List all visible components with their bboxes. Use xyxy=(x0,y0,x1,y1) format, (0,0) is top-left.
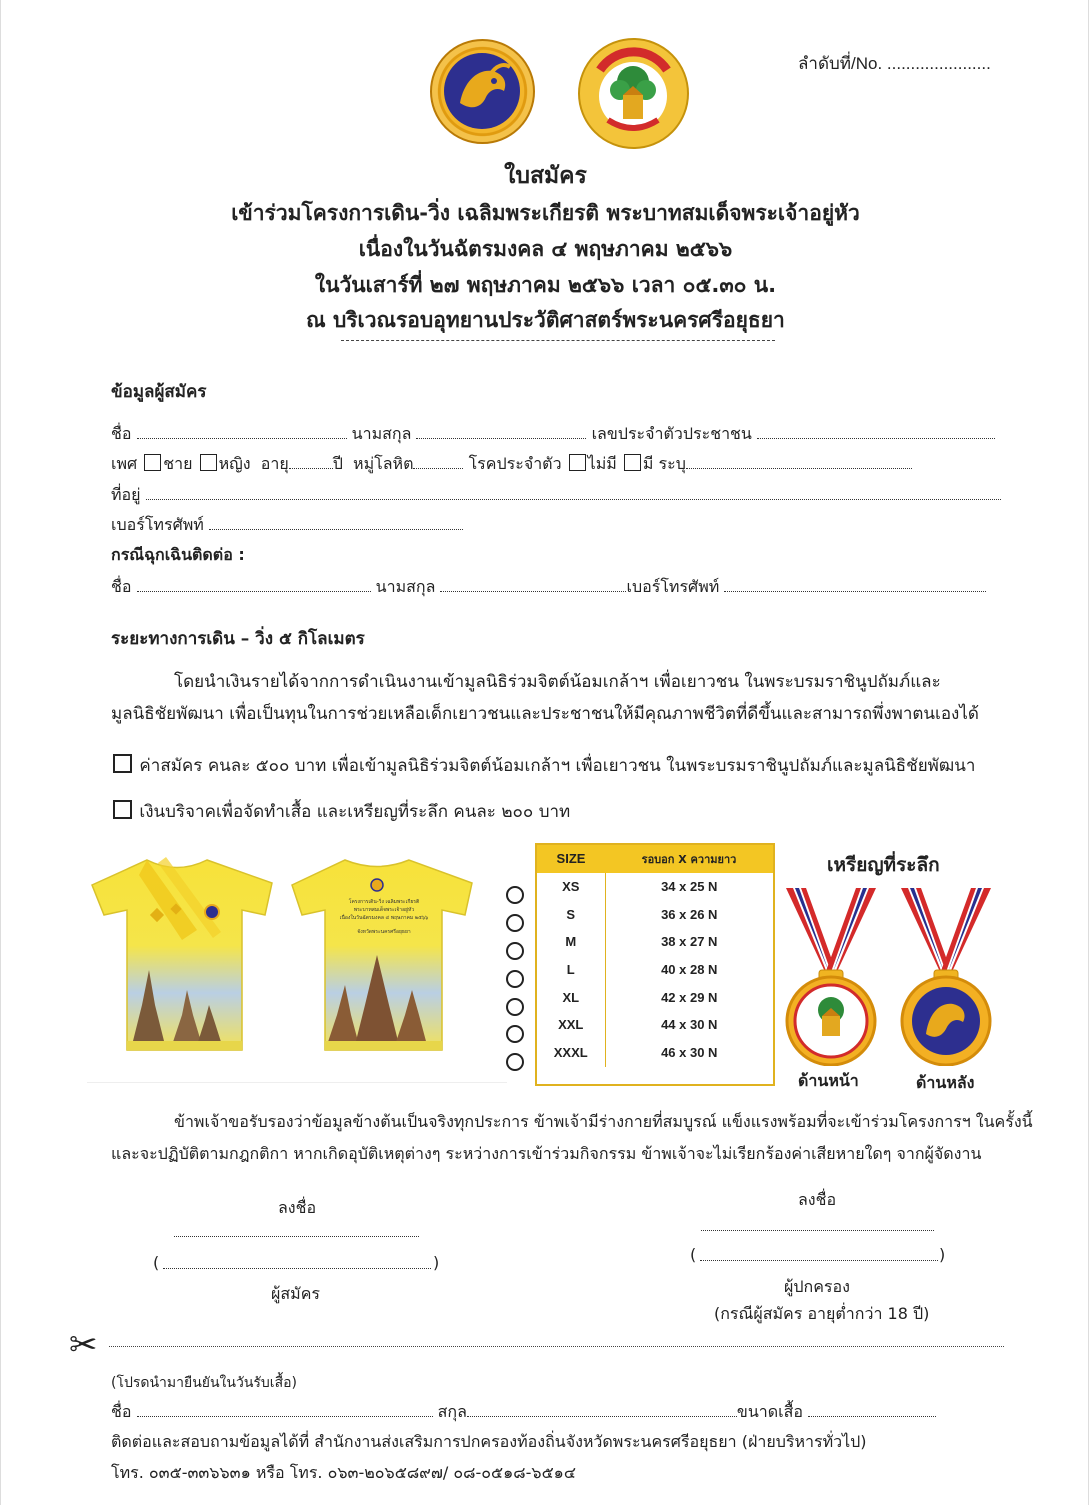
emergency-heading: กรณีฉุกเฉินติดต่อ : xyxy=(111,545,245,564)
id-number-field[interactable] xyxy=(757,425,995,439)
declaration-line2: และจะปฏิบัติตามกฎกติกา หากเกิดอุบัติเหตุต่างๆ ระหว่างการเข้าร่วมกิจกรรม ข้าพเจ้าจะไม่เรียกร้องค่าเสียหายใดๆ จากผู้จัดงาน xyxy=(111,1144,982,1163)
guardian-role-label: ผู้ปกครอง xyxy=(784,1277,850,1296)
stub-name-row xyxy=(111,1400,936,1425)
size-col-header: SIZE xyxy=(556,851,586,867)
medal-front-label: ด้านหน้า xyxy=(798,1071,859,1090)
medal-back-label: ด้านหลัง xyxy=(916,1073,975,1092)
applicant-sign-label: ลงชื่อ xyxy=(278,1198,317,1217)
medal-images xyxy=(781,886,996,1066)
name-label: ชื่อ xyxy=(111,424,132,443)
size-cell: S xyxy=(537,900,605,928)
contact-phones: โทร. ๐๓๕-๓๓๖๖๓๑ หรือ โทร. ๐๖๓-๒๐๖๕๘๙๗/ ๐๘-๐๕๑๘-๖๕๑๔ xyxy=(111,1463,576,1482)
applicant-printed-name-line[interactable] xyxy=(163,1268,431,1269)
emergency-name-field[interactable] xyxy=(137,578,371,592)
title-divider xyxy=(341,340,775,341)
applicant-heading: ข้อมูลผู้สมัคร xyxy=(111,382,207,402)
has-disease-label: มี ระบุ xyxy=(642,454,686,473)
declaration-line1: ข้าพเจ้าขอรับรองว่าข้อมูลข้างต้นเป็นจริงทุกประการ ข้าพเจ้ามีร่างกายที่สมบูรณ์ แข็งแรงพร้อมที่จะเข้าร่วมโครงการฯ ในครั้งนี้ xyxy=(174,1112,1033,1131)
serial-number-label: ลำดับที่/No. ...................... xyxy=(798,54,991,73)
donation-option-label: เงินบริจาคเพื่อจัดทำเสื้อ และเหรียญที่ระลึก คนละ ๒๐๐ บาท xyxy=(139,802,571,822)
date-time-line: ในวันเสาร์ที่ ๒๗ พฤษภาคม ๒๕๖๖ เวลา ๐๕.๓๐ น. xyxy=(314,273,777,297)
fee-option xyxy=(111,751,975,781)
scissors-icon: ✂ xyxy=(69,1325,98,1365)
phone-row xyxy=(111,513,463,538)
size-xs-radio[interactable] xyxy=(506,886,524,904)
no-disease-checkbox[interactable] xyxy=(569,454,586,471)
size-l-radio[interactable] xyxy=(506,970,524,988)
no-disease-label: ไม่มี xyxy=(587,454,617,473)
local-admin-seal-logo xyxy=(578,38,689,149)
dimension-cell: 44 x 30 N xyxy=(661,1017,718,1033)
table-row xyxy=(537,1039,773,1067)
shirt-text-1: โครงการเดิน-วิ่ง เฉลิมพระเกียรติ xyxy=(348,899,420,905)
guardian-open-paren: ( xyxy=(690,1245,697,1264)
fee-option-label: ค่าสมัคร คนละ ๕๐๐ บาท เพื่อเข้ามูลนิธิร่วมจิตต์น้อมเกล้าฯ เพื่อเยาวชน ในพระบรมราชินูปถัมภ์และมูลนิธิชัยพัฒนา xyxy=(139,756,976,776)
years-label: ปี xyxy=(332,454,343,473)
dimension-cell: 42 x 29 N xyxy=(661,989,718,1005)
size-cell: L xyxy=(537,956,605,984)
stub-surname-label: สกุล xyxy=(437,1402,467,1421)
size-xxxl-radio[interactable] xyxy=(506,1053,524,1071)
disease-label: โรคประจำตัว xyxy=(468,454,562,473)
stub-name-label: ชื่อ xyxy=(111,1402,132,1421)
blood-type-field[interactable] xyxy=(413,455,463,469)
address-label: ที่อยู่ xyxy=(111,485,141,504)
guardian-printed-name-line[interactable] xyxy=(700,1260,938,1261)
id-number-label: เลขประจำตัวประชาชน xyxy=(591,424,752,443)
name-row xyxy=(111,422,1006,447)
surname-label: นามสกุล xyxy=(351,424,412,443)
medal-illustration xyxy=(781,886,996,1066)
emergency-surname-field[interactable] xyxy=(440,578,626,592)
project-title: เข้าร่วมโครงการเดิน-วิ่ง เฉลิมพระเกียรติ พระบาทสมเด็จพระเจ้าอยู่หัว xyxy=(231,201,860,225)
emergency-row xyxy=(111,575,986,600)
size-cell: XS xyxy=(537,873,605,901)
emergency-phone-label: เบอร์โทรศัพท์ xyxy=(626,577,720,596)
size-table-header xyxy=(537,845,773,873)
stub-size-label: ขนาดเสื้อ xyxy=(736,1402,804,1421)
name-field[interactable] xyxy=(137,425,347,439)
male-checkbox[interactable] xyxy=(144,454,161,471)
guardian-sign-label: ลงชื่อ xyxy=(798,1190,837,1209)
table-row xyxy=(537,928,773,956)
purpose-paragraph-line1: โดยนำเงินรายได้จากการดำเนินงานเข้ามูลนิธิร่วมจิตต์น้อมเกล้าฯ เพื่อเยาวชน ในพระบรมราชินูปถัมภ์และ xyxy=(174,672,941,692)
applicant-close-paren: ) xyxy=(433,1253,440,1272)
emergency-surname-label: นามสกุล xyxy=(375,577,436,596)
stub-size-field[interactable] xyxy=(808,1403,936,1417)
size-xl-radio[interactable] xyxy=(506,998,524,1016)
address-row xyxy=(111,483,1001,508)
table-row xyxy=(537,873,773,901)
blood-type-label: หมู่โลหิต xyxy=(353,454,414,473)
size-cell: XL xyxy=(537,983,605,1011)
shirt-text-4: จังหวัดพระนครศรีอยุธยา xyxy=(357,929,411,935)
has-disease-checkbox[interactable] xyxy=(624,454,641,471)
dimension-col-header: รอบอก X ความยาว xyxy=(641,852,737,866)
size-table-frame xyxy=(535,843,775,1086)
province-seal-logo xyxy=(430,39,535,144)
applicant-signature-line[interactable] xyxy=(174,1236,419,1237)
distance-heading: ระยะทางการเดิน – วิ่ง ๕ กิโลเมตร xyxy=(111,629,365,649)
emergency-name-label: ชื่อ xyxy=(111,577,132,596)
shirt-images xyxy=(87,855,507,1083)
female-checkbox[interactable] xyxy=(200,454,217,471)
male-label: ชาย xyxy=(163,454,193,473)
purpose-paragraph-line2: มูลนิธิชัยพัฒนา เพื่อเป็นทุนในการช่วยเหลือเด็กเยาวชนและประชาชนให้มีคุณภาพชีวิตที่ดีขึ้นและสามารถพึ่งพาตนเองได้ xyxy=(111,704,979,724)
dimension-cell: 40 x 28 N xyxy=(661,962,718,978)
dimension-cell: 36 x 26 N xyxy=(661,906,718,922)
donation-checkbox[interactable] xyxy=(113,800,132,819)
sex-label: เพศ xyxy=(111,454,138,473)
stub-surname-field[interactable] xyxy=(467,1403,737,1417)
size-cell: XXXL xyxy=(537,1039,605,1067)
dimension-cell: 38 x 27 N xyxy=(661,934,718,950)
venue-line: ณ บริเวณรอบอุทยานประวัติศาสตร์พระนครศรีอยุธยา xyxy=(306,308,785,332)
cut-line xyxy=(109,1346,1004,1347)
emergency-phone-field[interactable] xyxy=(724,578,986,592)
dimension-cell: 46 x 30 N xyxy=(661,1045,718,1061)
donation-option xyxy=(111,797,570,827)
surname-field[interactable] xyxy=(416,425,586,439)
phone-field[interactable] xyxy=(209,516,463,530)
size-s-radio[interactable] xyxy=(506,914,524,932)
table-row xyxy=(537,900,773,928)
size-cell: M xyxy=(537,928,605,956)
address-field[interactable] xyxy=(146,486,1001,500)
guardian-signature-line[interactable] xyxy=(701,1230,934,1231)
table-row xyxy=(537,956,773,984)
size-cell: XXL xyxy=(537,1011,605,1039)
dimension-cell: 34 x 25 N xyxy=(661,879,718,895)
guardian-close-paren: ) xyxy=(939,1245,946,1264)
occasion-line: เนื่องในวันฉัตรมงคล ๔ พฤษภาคม ๒๕๖๖ xyxy=(358,237,733,261)
female-label: หญิง xyxy=(218,454,251,473)
fee-checkbox[interactable] xyxy=(113,754,132,773)
stub-name-field[interactable] xyxy=(137,1403,433,1417)
table-row xyxy=(537,983,773,1011)
size-m-radio[interactable] xyxy=(506,942,524,960)
contact-info: ติดต่อและสอบถามข้อมูลได้ที่ สำนักงานส่งเสริมการปกครองท้องถิ่นจังหวัดพระนครศรีอยุธยา (ฝ่ายบริหารทั่วไป) xyxy=(111,1432,867,1451)
form-title: ใบสมัคร xyxy=(504,163,587,189)
medal-heading: เหรียญที่ระลึก xyxy=(827,854,940,876)
shirt-text-3: เนื่องในวันฉัตรมงคล ๔ พฤษภาคม ๒๕๖๖ xyxy=(339,915,429,921)
shirt-illustration xyxy=(87,855,507,1083)
table-row xyxy=(537,1011,773,1039)
size-table xyxy=(537,845,773,1067)
phone-label: เบอร์โทรศัพท์ xyxy=(111,515,204,534)
age-label: อายุ xyxy=(260,454,289,473)
age-field[interactable] xyxy=(289,455,333,469)
stub-note: (โปรดนำมายืนยันในวันรับเสื้อ) xyxy=(111,1375,297,1391)
size-xxl-radio[interactable] xyxy=(506,1025,524,1043)
sex-row xyxy=(111,452,1006,477)
applicant-role-label: ผู้สมัคร xyxy=(271,1284,320,1303)
shirt-text-2: พระบาทสมเด็จพระเจ้าอยู่หัว xyxy=(353,907,415,913)
disease-field[interactable] xyxy=(686,455,912,469)
guardian-age-note: (กรณีผู้สมัคร อายุต่ำกว่า 18 ปี) xyxy=(714,1304,930,1323)
applicant-open-paren: ( xyxy=(153,1253,160,1272)
